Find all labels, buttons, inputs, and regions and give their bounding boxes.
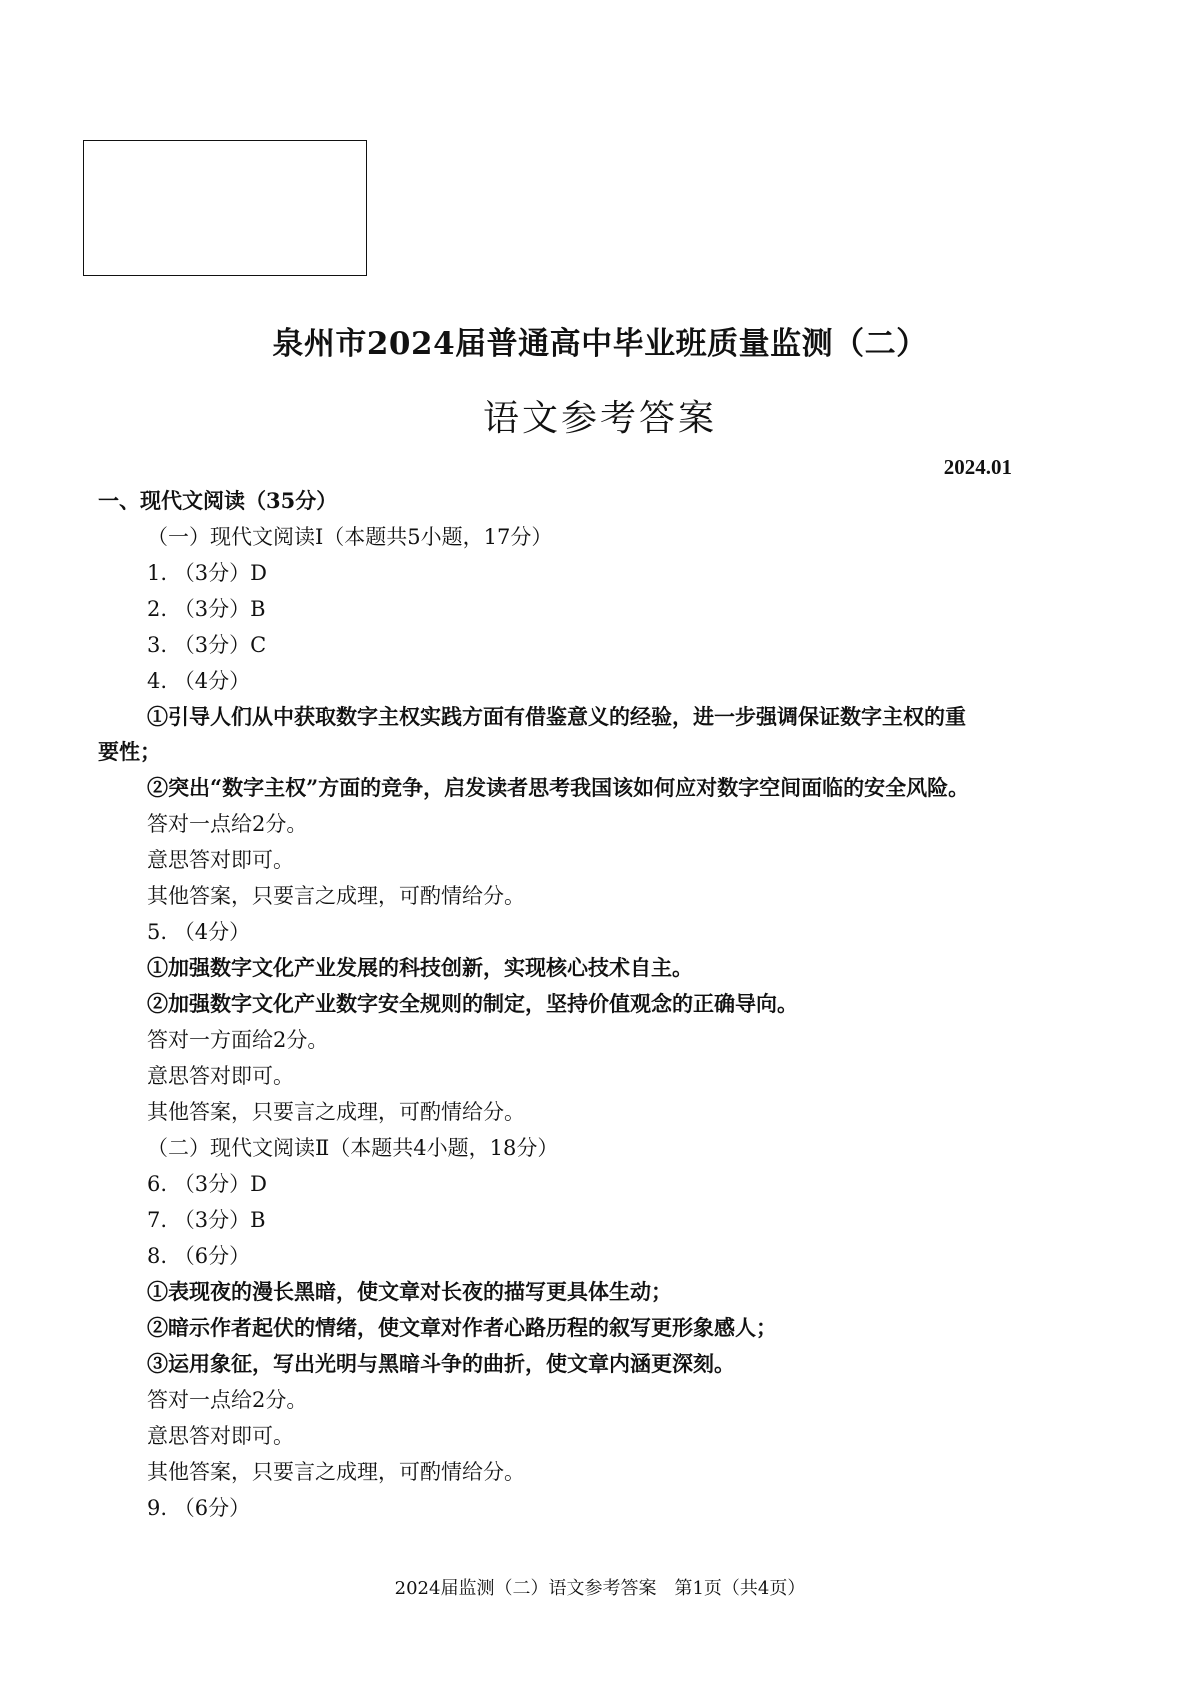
score-box — [83, 140, 367, 276]
q4-point-1-cont: 要性； — [98, 739, 161, 764]
answer-q1: 1. （3分）D — [147, 561, 267, 585]
part1-heading: （一）现代文阅读Ⅰ（本题共5小题，17分） — [147, 525, 553, 549]
q8-note-2: 意思答对即可。 — [147, 1424, 294, 1448]
q5-point-2: ②加强数字文化产业数字安全规则的制定，坚持价值观念的正确导向。 — [147, 991, 798, 1016]
answer-q3: 3. （3分）C — [147, 633, 267, 657]
q5-note-2: 意思答对即可。 — [147, 1064, 294, 1088]
q4-note-3: 其他答案，只要言之成理，可酌情给分。 — [147, 884, 525, 908]
section-heading: 一、现代文阅读（35分） — [98, 488, 338, 513]
q5-point-1: ①加强数字文化产业发展的科技创新，实现核心技术自主。 — [147, 955, 693, 980]
document-date: 2024.01 — [943, 455, 1012, 479]
page-footer: 2024届监测（二）语文参考答案 第1页（共4页） — [394, 1578, 806, 1599]
answer-q2: 2. （3分）B — [147, 597, 266, 621]
answer-q5: 5. （4分） — [147, 920, 251, 944]
q5-note-1: 答对一方面给2分。 — [147, 1028, 329, 1052]
q8-point-2: ②暗示作者起伏的情绪，使文章对作者心路历程的叙写更形象感人； — [147, 1315, 777, 1340]
answer-q4: 4. （4分） — [147, 669, 251, 693]
answer-q9: 9. （6分） — [147, 1496, 251, 1520]
q4-point-1: ①引导人们从中获取数字主权实践方面有借鉴意义的经验，进一步强调保证数字主权的重 — [147, 704, 966, 729]
document-title: 泉州市2024届普通高中毕业班质量监测（二） — [272, 326, 928, 362]
q8-point-3: ③运用象征，写出光明与黑暗斗争的曲折，使文章内涵更深刻。 — [147, 1351, 735, 1376]
part2-heading: （二）现代文阅读Ⅱ（本题共4小题，18分） — [147, 1136, 559, 1160]
answer-q7: 7. （3分）B — [147, 1208, 266, 1232]
q4-note-2: 意思答对即可。 — [147, 848, 294, 872]
answer-q8: 8. （6分） — [147, 1244, 251, 1268]
q8-note-1: 答对一点给2分。 — [147, 1388, 308, 1412]
answer-q6: 6. （3分）D — [147, 1172, 267, 1196]
document-subtitle: 语文参考答案 — [482, 398, 717, 439]
q4-note-1: 答对一点给2分。 — [147, 812, 308, 836]
q4-point-2: ②突出“数字主权”方面的竞争，启发读者思考我国该如何应对数字空间面临的安全风险。 — [147, 775, 970, 800]
q5-note-3: 其他答案，只要言之成理，可酌情给分。 — [147, 1100, 525, 1124]
q8-note-3: 其他答案，只要言之成理，可酌情给分。 — [147, 1460, 525, 1484]
q8-point-1: ①表现夜的漫长黑暗，使文章对长夜的描写更具体生动； — [147, 1279, 672, 1304]
